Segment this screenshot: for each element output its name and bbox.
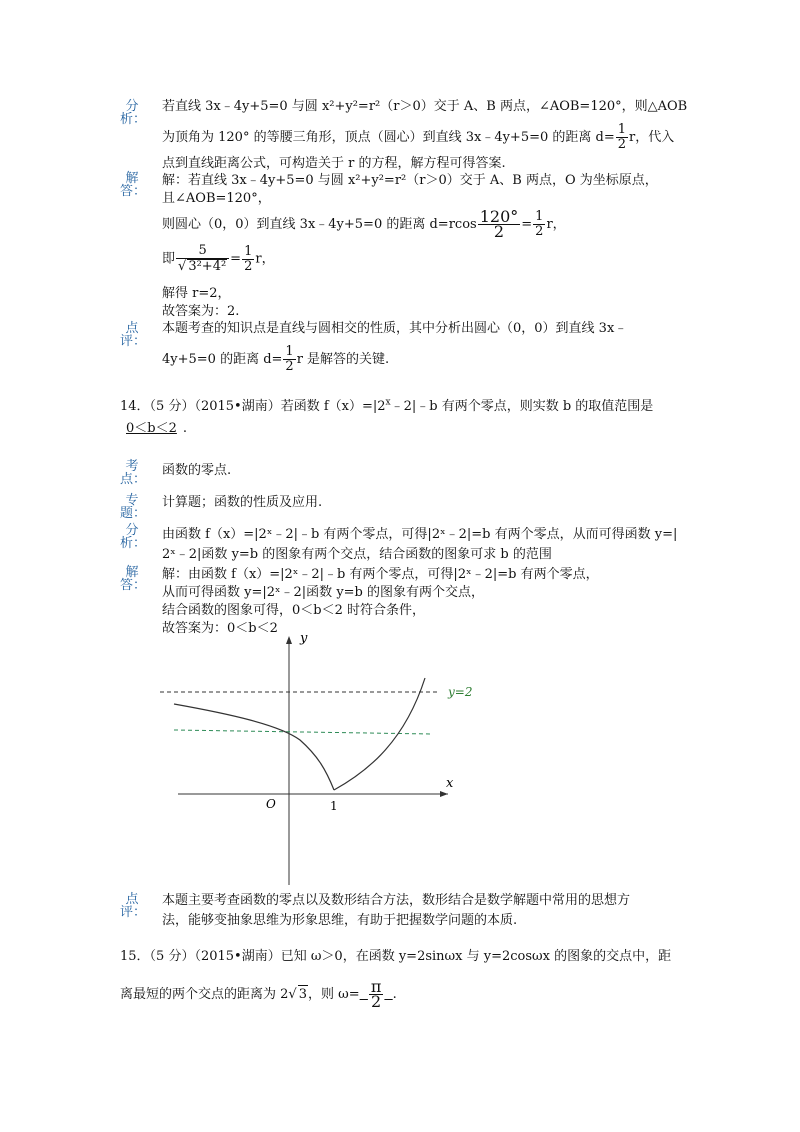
fraction-half: $\frac{1}{2}$: [535, 209, 544, 239]
label-solution-14: 解答：: [120, 565, 147, 593]
analysis-13-line2: 为顶角为 120° 的等腰三角形，顶点（圆心）到直线 3x﹣4y+5=0 的距离 d= $\frac{1}{2}$ r，代入: [162, 122, 675, 152]
solution-13-line3: 则圆心（0，0）到直线 3x﹣4y+5=0 的距离 d=rcos $\frac{120^\circ}{2}$ = $\frac{1}{2}$ r，: [162, 207, 566, 241]
label-kaodian-14: 考点：: [120, 459, 147, 487]
label-analysis-13: 分析：: [120, 99, 147, 127]
question-15-stem-line2: 离最短的两个交点的距离为 2√ 3，则 ω= $\frac{\pi}{2}$ .: [120, 977, 397, 1011]
analysis-14-line1: 由函数 f（x）=|2ˣ﹣2|﹣b 有两个零点，可得|2ˣ﹣2|=b 有两个零点，从而可得函数 y=|: [162, 527, 678, 542]
label-solution-13: 解答：: [120, 171, 147, 199]
origin-label: O: [266, 797, 276, 811]
dashed-line-yb: [174, 730, 432, 734]
question-14-answer: 0＜b＜2 .: [120, 420, 187, 438]
answer-pi-over-2: $\frac{\pi}{2}$: [370, 977, 382, 1011]
x-axis-label: x: [446, 776, 454, 791]
solution-14-line3: 结合函数的图象可得，0＜b＜2 时符合条件，: [162, 603, 425, 618]
solution-13-line4: 即 $\frac{5}{\text{√ 3²+4²}}$ = $\frac{1}{2}$ r，: [162, 243, 275, 274]
fraction-120-over-2: $\frac{120^\circ}{2}$: [479, 207, 519, 241]
solution-13-line6: 故答案为：2.: [162, 304, 240, 319]
analysis-13-line1: 若直线 3x﹣4y+5=0 与圆 x²+y²=r²（r＞0）交于 A、B 两点，∠AOB=120°，则△AOB: [162, 99, 688, 114]
label-zhuanti-14: 专题：: [120, 493, 147, 521]
answer-blank: 0＜b＜2: [126, 421, 177, 436]
fraction-half: $\frac{1}{2}$: [285, 344, 294, 374]
y-axis-arrow: [286, 636, 292, 644]
comment-14-line2: 法，能够变抽象思维为形象思维，有助于把握数学问题的本质.: [162, 913, 518, 928]
label-comment-13: 点评：: [120, 321, 147, 349]
zhuanti-14: 计算题；函数的性质及应用.: [162, 495, 323, 510]
solution-14-line4: 故答案为：0＜b＜2: [162, 621, 278, 636]
kaodian-14: 函数的零点.: [162, 463, 232, 478]
x-axis-arrow: [440, 791, 448, 797]
comment-13-line1: 本题考查的知识点是直线与圆相交的性质，其中分析出圆心（0，0）到直线 3x﹣: [162, 321, 628, 336]
fraction-5-over-sqrt: $\frac{5}{\text{√ 3²+4²}}$: [176, 244, 229, 274]
solution-13-line1: 解：若直线 3x﹣4y+5=0 与圆 x²+y²=r²（r＞0）交于 A、B 两点，O 为坐标原点，: [162, 173, 658, 188]
label-analysis-14: 分析：: [120, 523, 147, 551]
question-14-stem: 14．（5 分）（2015•湖南）若函数 $f(x)=|2^x﹣2|﹣b$ 有两个零点，则实数 b 的取值范围是: [120, 397, 654, 414]
line-label-y2: y=2: [448, 685, 473, 699]
question-15-stem-line1: 15．（5 分）（2015•湖南）已知 ω＞0，在函数 y=2sinωx 与 y=2cosωx 的图象的交点中，距: [120, 949, 672, 964]
curve-right-branch: [334, 678, 425, 790]
solution-14-line1: 解：由函数 f（x）=|2ˣ﹣2|﹣b 有两个零点，可得|2ˣ﹣2|=b 有两个零点，: [162, 567, 599, 582]
analysis-13-line3: 点到直线距离公式，可构造关于 r 的方程，解方程可得答案.: [162, 156, 506, 171]
comment-13-line2: 4y+5=0 的距离 d= $\frac{1}{2}$ r 是解答的关键.: [162, 344, 390, 374]
solution-13-line5: 解得 r=2，: [162, 286, 231, 301]
solution-13-line2: 且∠AOB=120°，: [162, 191, 271, 206]
function-graph: [160, 630, 473, 890]
fraction-half: $\frac{1}{2}$: [617, 122, 627, 152]
tick-label-1: 1: [330, 799, 338, 813]
analysis-14-line2: 2ˣ﹣2|函数 y=b 的图象有两个交点，结合函数的图象可求 b 的范围: [162, 547, 552, 562]
comment-14-line1: 本题主要考查函数的零点以及数形结合方法，数形结合是数学解题中常用的思想方: [162, 893, 631, 908]
label-comment-14: 点评：: [120, 892, 147, 920]
y-axis-label: y: [300, 631, 308, 646]
fraction-half: $\frac{1}{2}$: [244, 243, 253, 274]
solution-14-line2: 从而可得函数 y=|2ˣ﹣2|函数 y=b 的图象有两个交点，: [162, 585, 485, 600]
curve-left-branch: [174, 704, 334, 790]
